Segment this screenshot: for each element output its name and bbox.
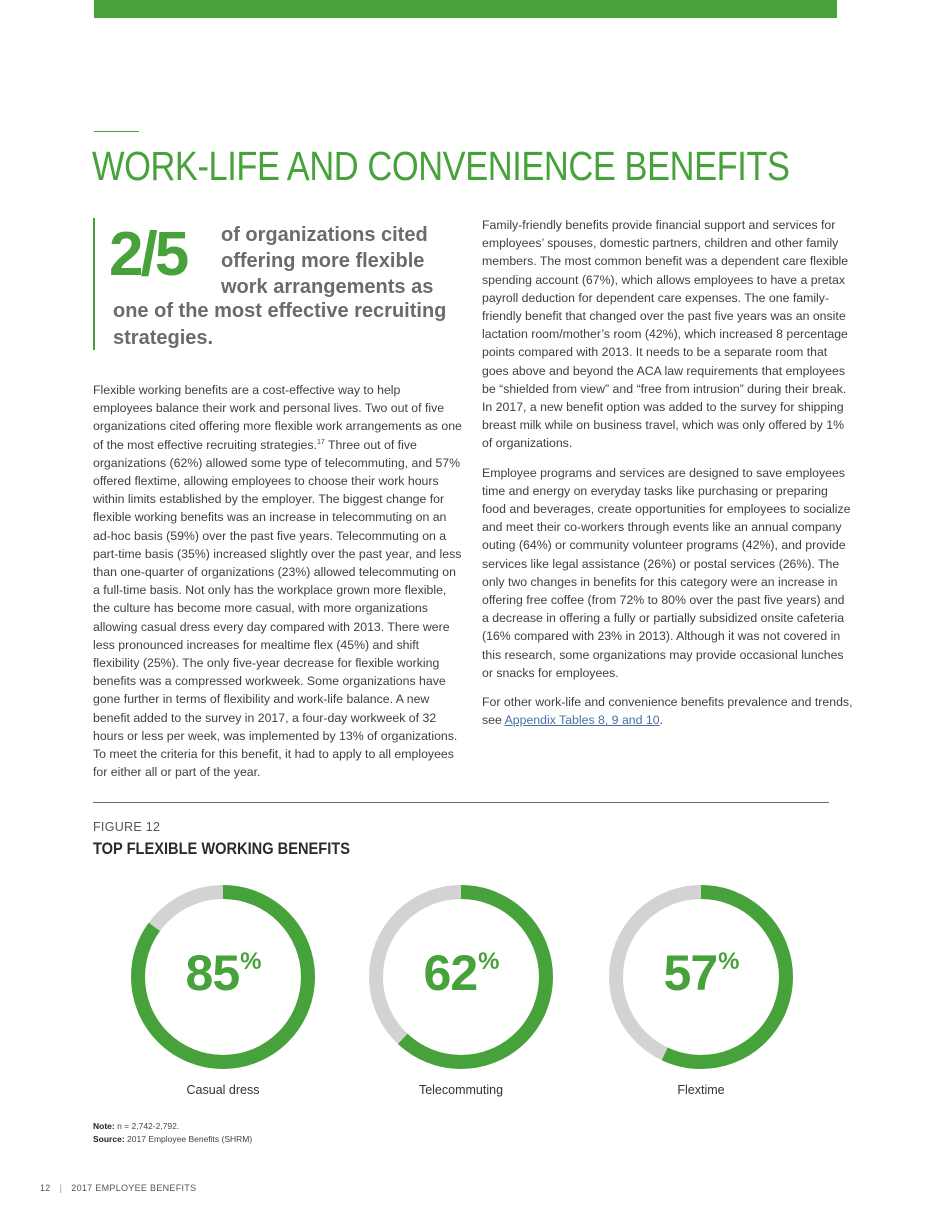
donut-value-label xyxy=(130,944,316,1002)
appendix-paragraph xyxy=(482,693,854,729)
donut-value-number: 57 xyxy=(663,945,718,1001)
figure-divider xyxy=(93,802,829,803)
note-label: Note: xyxy=(93,1121,115,1131)
left-paragraph xyxy=(93,381,463,781)
note-line xyxy=(93,1120,252,1133)
left-column xyxy=(93,381,463,792)
page-title: WORK-LIFE AND CONVENIENCE BENEFITS xyxy=(92,143,790,189)
donut-percent-sign: % xyxy=(718,948,739,975)
donut-telecommuting xyxy=(368,884,554,1070)
appendix-text: For other work-life and convenience benefits prevalence and trends, see xyxy=(482,695,853,728)
footnote-ref: 17 xyxy=(316,438,325,446)
left-paragraph-text-cont: Three out of five organizations (62%) allowed some type of telecommuting, and 57% offered flextime, allowing employees to choose their work hours within limits established by the employer. The biggest change for flexible working benefits was an increase in telecommuting on an ad-hoc basis (59%) over the past five years. Telecommuting on a part-time basis (35%) increased slightly over the past year, and less than one-quarter of organizations (23%) allowed telecommuting on a full-time basis. Not only has the workplace grown more flexible, the culture has become more casual, with more organizations allowing casual dress every day compared with 2013. There were less pronounced increases for mealtime flex (45%) and shift flexibility (25%). The only five-year decrease for flexible working benefits was a compressed workweek. Some organizations have gone further in terms of flexibility and work-life balance. A new benefit added to the survey in 2017, a four-day workweek of 32 hours or less per week, was implemented by 13% of organizations. To meet the criteria for this benefit, it had to apply to all employees for either all or part of the year. xyxy=(93,437,462,780)
donut-category-label: Casual dress xyxy=(186,1083,260,1097)
callout-text-part2: one of the most effective recruiting strategies. xyxy=(113,300,447,349)
donut-percent-sign: % xyxy=(478,948,499,975)
donut-category-label: Flextime xyxy=(677,1083,725,1097)
figure-title: TOP FLEXIBLE WORKING BENEFITS xyxy=(93,839,350,858)
title-rule xyxy=(94,131,139,132)
source-label: Source: xyxy=(93,1134,125,1144)
figure-note xyxy=(93,1120,252,1146)
appendix-tables-link[interactable]: Appendix Tables 8, 9 and 10 xyxy=(504,713,660,728)
donut-value-label xyxy=(368,944,554,1002)
appendix-text-end: . xyxy=(659,713,663,728)
callout-text-part1: of organizations cited offering more flexible work arrangements as xyxy=(221,224,434,298)
donut-percent-sign: % xyxy=(240,948,261,975)
family-benefits-paragraph: Family-friendly benefits provide financial support and services for employees’ spouses, domestic partners, children and other family members. The most common benefit was a dependent care flexible spending account (67%), which allows employees to have a pretax payroll deduction for dependent care expenses. The one family-friendly benefit that changed over the past five years was an onsite lactation room/mother’s room (42%), which increased 8 percentage points compared with 2013. It needs to be a separate room that goes above and beyond the ACA law requirements that employees be “shielded from view” and “free from intrusion” during their break. In 2017, a new benefit option was added to the survey for shipping breast milk while on business travel, which was only offered by 1% of organizations. xyxy=(482,218,849,451)
left-paragraph-text: Flexible working benefits are a cost-effective way to help employees balance their work and personal lives. Two out of five organizations cited offering more flexible work arrangements as one of the most effective recruiting strategies. xyxy=(93,383,462,452)
callout-box xyxy=(93,218,455,350)
source-line xyxy=(93,1133,252,1146)
donut-value-number: 62 xyxy=(423,945,478,1001)
employee-programs-paragraph: Employee programs and services are designed to save employees time and energy on everyday tasks like purchasing or preparing food and beverages, create opportunities for employees to socialize and meet their co-workers through events like an annual company outing (64%) or community volunteer programs (42%), and provide services like legal assistance (26%) or postal services (26%). The only two changes in benefits for this category were an increase in offering free coffee (from 72% to 80% over the past five years) and a decrease in offering a fully or partially subsidized onsite cafeteria (16% compared with 23% in 2013). Although it was not covered in this research, some organizations may provide occasional lunches or snacks for employees. xyxy=(482,465,851,680)
figure-label: FIGURE 12 xyxy=(93,820,161,834)
right-column xyxy=(482,216,854,740)
donut-casual-dress xyxy=(130,884,316,1070)
donut-flextime xyxy=(608,884,794,1070)
callout-number: 2/5 xyxy=(109,220,187,289)
source-text: 2017 Employee Benefits (SHRM) xyxy=(124,1134,253,1144)
donut-value-label xyxy=(608,944,794,1002)
page-footer xyxy=(40,1183,196,1193)
note-text: n = 2,742-2,792. xyxy=(114,1121,180,1131)
donut-value-number: 85 xyxy=(185,945,240,1001)
top-accent-bar xyxy=(94,0,837,18)
page-number: 12 xyxy=(40,1183,51,1193)
footer-separator: | xyxy=(59,1183,63,1193)
donut-category-label: Telecommuting xyxy=(418,1083,504,1097)
publication-name: 2017 EMPLOYEE BENEFITS xyxy=(71,1183,197,1193)
